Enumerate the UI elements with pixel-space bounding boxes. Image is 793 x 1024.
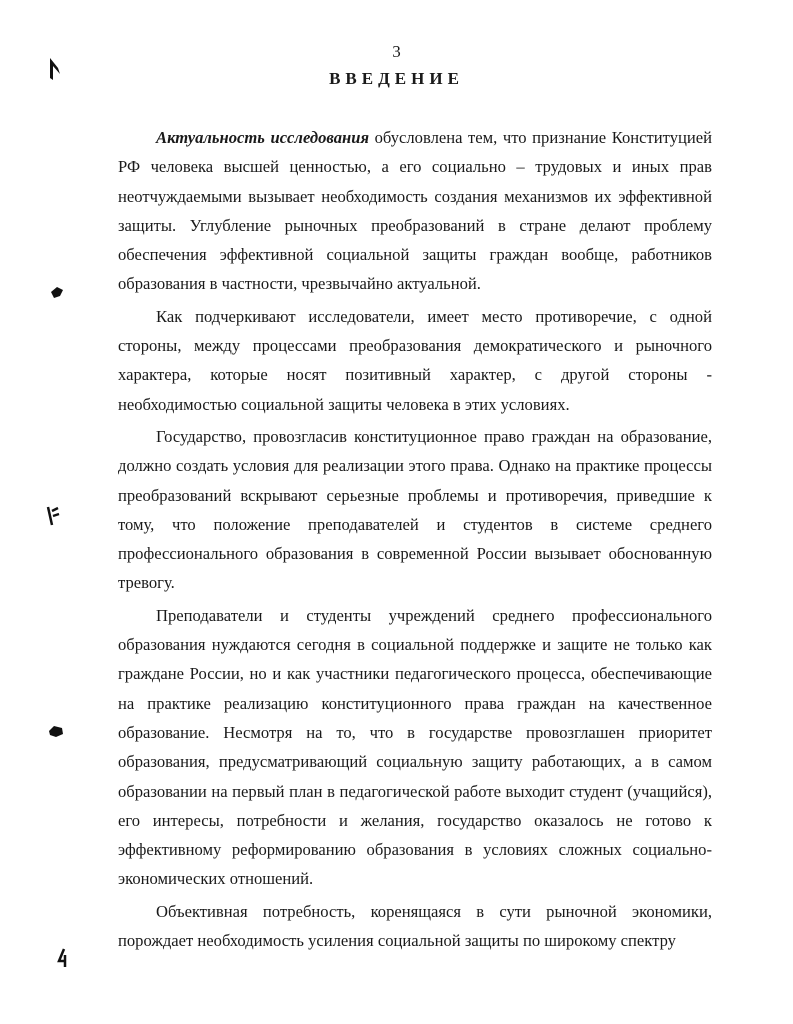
paragraph-1	[118, 123, 712, 299]
body-text	[118, 123, 712, 955]
paragraph-1-text: обусловлена тем, что признание Конституцией РФ человека высшей ценностью, а его социально – трудовых и иных прав неотчуждаемыми вызывает необходимость создания механизмов их эффективной защиты. Углубление рыночных преобразований в стране делают проблему обеспечения эффективной социальной защиты граждан вообще, работников образования в частности, чрезвычайно актуальной.	[118, 128, 712, 294]
paragraph-2: Как подчеркивают исследователи, имеет место противоречие, с одной стороны, между процессами преобразования демократического и рыночного характера, которые носят позитивный характер, с другой стороны - необходимостью социальной защиты человека в этих условиях.	[118, 306, 712, 414]
scan-mark-2	[48, 284, 66, 302]
scan-mark-3	[44, 505, 64, 527]
paragraph-5: Объективная потребность, коренящаяся в сути рыночной экономики, порождает необходимость усиления социальной защиты по широкому спектру	[118, 901, 712, 951]
scan-mark-5	[56, 947, 70, 969]
paragraph-3: Государство, провозгласив конституционное право граждан на образование, должно создать условия для реализации этого права. Однако на практике процессы преобразований вскрывают серьезные проблемы и противоречия, приведшие к тому, что положение преподавателей и студентов в системе среднего профессионального образования в современной России вызывает обоснованную тревогу.	[118, 426, 712, 593]
page-title: ВВЕДЕНИЕ	[329, 69, 464, 88]
scan-mark-4	[46, 723, 66, 741]
page-number: 3	[392, 42, 401, 61]
paragraph-4: Преподаватели и студенты учреждений среднего профессионального образования нуждаются сегодня в социальной поддержке и защите не только как граждане России, но и как участники педагогического процесса, обеспечивающие на практике реализацию конституционного права граждан на качественное образование. Несмотря на то, что в государстве провозглашен приоритет образования, предусматривающий социальную защиту работающих, а в самом образовании на первый план в педагогической работе выходит студент (учащийся), его интересы, потребности и желания, государство оказалось не готово к эффективному реформированию образования в условиях сложных социально-экономических отношений.	[118, 605, 712, 889]
scan-mark-1	[44, 56, 64, 82]
paragraph-1-emphasis: Актуальность исследования	[156, 128, 370, 147]
